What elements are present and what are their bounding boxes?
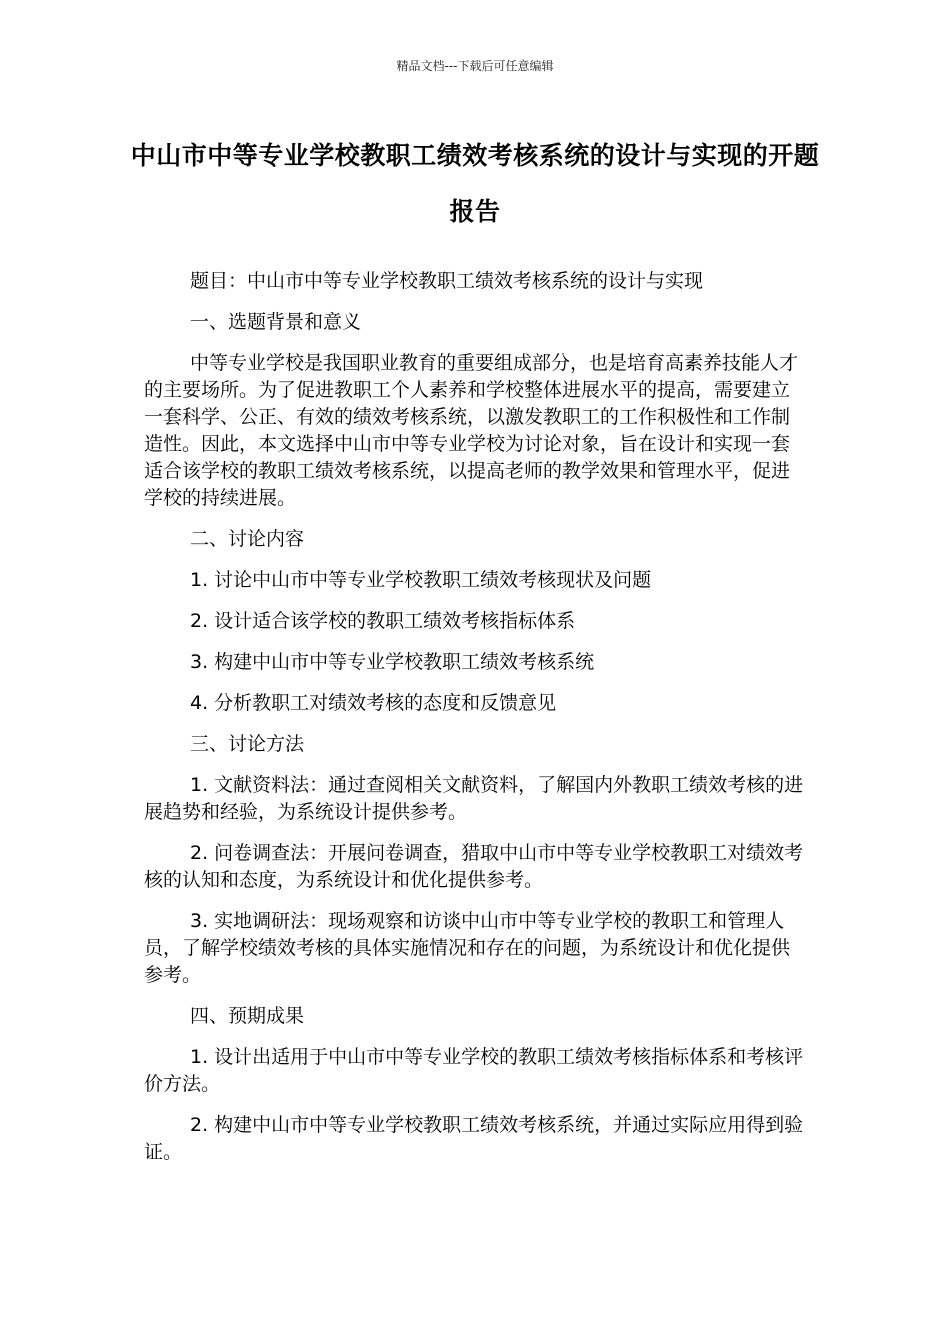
- section-heading-content: 二、讨论内容: [190, 528, 305, 550]
- topic-line: 题目：中山市中等专业学校教职工绩效考核系统的设计与实现: [190, 270, 704, 292]
- list-item: 1. 讨论中山市中等专业学校教职工绩效考核现状及问题: [190, 569, 652, 591]
- section-heading-methods: 三、讨论方法: [190, 733, 305, 755]
- list-item: 2. 问卷调查法：开展问卷调查，猎取中山市中等专业学校教职工对绩效考核的认知和态度，为系统设计和优化提供参考。: [144, 842, 804, 891]
- list-item: 1. 文献资料法：通过查阅相关文献资料，了解国内外教职工绩效考核的进展趋势和经验，为系统设计提供参考。: [144, 774, 804, 823]
- list-item: 4. 分析教职工对绩效考核的态度和反馈意见: [190, 692, 557, 714]
- list-item: 2. 设计适合该学校的教职工绩效考核指标体系: [190, 610, 576, 632]
- document-title: 中山市中等专业学校教职工绩效考核系统的设计与实现的开题报告: [130, 141, 820, 226]
- background-paragraph: 中等专业学校是我国职业教育的重要组成部分，也是培育高素养技能人才的主要场所。为了促进教职工个人素养和学校整体进展水平的提高，需要建立一套科学、公正、有效的绩效考核系统，以激发教职工的工作积极性和工作制造性。因此，本文选择中山市中等专业学校为讨论对象，旨在设计和实现一套适合该学校的教职工绩效考核系统，以提高老师的教学效果和管理水平，促进学校的持续进展。: [144, 352, 799, 509]
- section-heading-background: 一、选题背景和意义: [190, 311, 362, 333]
- list-item: 2. 构建中山市中等专业学校教职工绩效考核系统，并通过实际应用得到验证。: [144, 1114, 804, 1163]
- list-item: 3. 构建中山市中等专业学校教职工绩效考核系统: [190, 651, 595, 673]
- page-header: 精品文档---下载后可任意编辑: [396, 59, 554, 73]
- list-item: 1. 设计出适用于中山市中等专业学校的教职工绩效考核指标体系和考核评价方法。: [144, 1046, 804, 1095]
- document-body: [144, 268, 806, 1180]
- section-heading-outcomes: 四、预期成果: [190, 1005, 305, 1027]
- list-item: 3. 实地调研法：现场观察和访谈中山市中等专业学校的教职工和管理人员，了解学校绩效考核的具体实施情况和存在的问题，为系统设计和优化提供参考。: [144, 910, 791, 986]
